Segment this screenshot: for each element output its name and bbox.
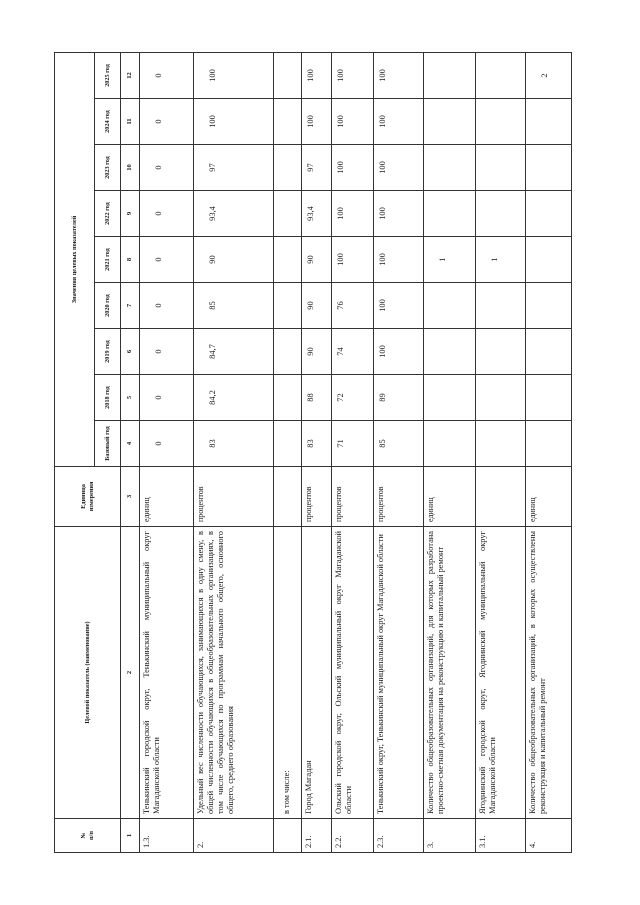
value-cell (424, 52, 476, 98)
value-cell: 100 (374, 52, 424, 98)
unit-cell: единиц (140, 467, 194, 527)
value-cell (526, 421, 572, 467)
unit-cell (476, 467, 526, 527)
unit-cell: процентов (194, 467, 274, 527)
table-row (194, 52, 274, 852)
indicator-name: Ягоднинский городской округ, Ягоднинский муниципальный округ Магаданской области (476, 527, 526, 819)
column-number: 3 (121, 467, 140, 527)
header-year: 2019 год (95, 329, 121, 375)
header-year: 2018 год (95, 375, 121, 421)
value-cell: 90 (302, 283, 332, 329)
value-cell: 0 (140, 283, 194, 329)
header-name: Целевой показатель (наименование) (55, 527, 121, 819)
header-year: 2025 год (95, 52, 121, 98)
value-cell: 97 (194, 145, 274, 191)
table-row (332, 52, 374, 852)
row-number: 1.3. (140, 819, 194, 853)
row-number: 3.1. (476, 819, 526, 853)
target-indicators-table (54, 52, 572, 853)
column-number: 9 (121, 191, 140, 237)
value-cell: 72 (332, 375, 374, 421)
unit-cell: единиц (526, 467, 572, 527)
value-cell (424, 375, 476, 421)
value-cell: 90 (302, 237, 332, 283)
column-number: 7 (121, 283, 140, 329)
value-cell (424, 191, 476, 237)
table-row (374, 52, 424, 852)
value-cell: 100 (374, 329, 424, 375)
unit-cell: процентов (332, 467, 374, 527)
header-year: 2024 год (95, 99, 121, 145)
value-cell: 2 (526, 52, 572, 98)
value-cell: 0 (140, 99, 194, 145)
row-number (274, 819, 302, 853)
column-number: 5 (121, 375, 140, 421)
value-cell (274, 375, 302, 421)
value-cell (476, 145, 526, 191)
table-row (476, 52, 526, 852)
value-cell: 0 (140, 237, 194, 283)
value-cell (526, 375, 572, 421)
value-cell (424, 283, 476, 329)
column-number: 6 (121, 329, 140, 375)
value-cell: 100 (302, 52, 332, 98)
value-cell: 100 (332, 237, 374, 283)
indicator-name: Город Магадан (302, 527, 332, 819)
indicator-name: Тенькинский округ, Тенькинский муниципальный округ Магаданской области (374, 527, 424, 819)
table-row (274, 52, 302, 852)
value-cell: 0 (140, 191, 194, 237)
value-cell: 90 (302, 329, 332, 375)
value-cell: 100 (194, 99, 274, 145)
value-cell: 97 (302, 145, 332, 191)
column-number: 4 (121, 421, 140, 467)
value-cell: 100 (302, 99, 332, 145)
unit-cell (274, 467, 302, 527)
value-cell: 0 (140, 145, 194, 191)
value-cell (526, 99, 572, 145)
value-cell (476, 283, 526, 329)
table-row (526, 52, 572, 852)
indicator-name: Количество общеобразовательных организаций, для которых разработана проектно-сметная документация на реконструкцию и капитальный ремонт (424, 527, 476, 819)
column-number: 10 (121, 145, 140, 191)
header-num: № п/п (55, 819, 121, 853)
table-row (140, 52, 194, 852)
header-year: 2023 год (95, 145, 121, 191)
row-number: 2.1. (302, 819, 332, 853)
value-cell: 100 (332, 145, 374, 191)
value-cell: 100 (374, 283, 424, 329)
value-cell (274, 52, 302, 98)
value-cell: 0 (140, 375, 194, 421)
value-cell (274, 191, 302, 237)
value-cell: 84,7 (194, 329, 274, 375)
header-values-group: Значения целевых показателей (55, 52, 95, 466)
row-number: 2. (194, 819, 274, 853)
value-cell: 100 (374, 237, 424, 283)
value-cell: 1 (424, 237, 476, 283)
value-cell (526, 145, 572, 191)
value-cell (424, 99, 476, 145)
value-cell (476, 191, 526, 237)
value-cell (274, 99, 302, 145)
header-year: 2021 год (95, 237, 121, 283)
value-cell: 93,4 (302, 191, 332, 237)
value-cell: 100 (332, 52, 374, 98)
value-cell (274, 145, 302, 191)
value-cell (424, 145, 476, 191)
indicator-name: Тенькинский городской округ, Тенькинский муниципальный округ Магаданской области (140, 527, 194, 819)
value-cell (476, 99, 526, 145)
value-cell: 100 (374, 99, 424, 145)
value-cell: 100 (374, 191, 424, 237)
value-cell: 0 (140, 329, 194, 375)
value-cell: 90 (194, 237, 274, 283)
value-cell (526, 191, 572, 237)
value-cell: 100 (332, 191, 374, 237)
column-number: 8 (121, 237, 140, 283)
header-year: 2022 год (95, 191, 121, 237)
value-cell: 85 (374, 421, 424, 467)
value-cell (526, 283, 572, 329)
row-number: 2.3. (374, 819, 424, 853)
column-number: 1 (121, 819, 140, 853)
value-cell: 100 (194, 52, 274, 98)
unit-cell: процентов (302, 467, 332, 527)
value-cell: 83 (302, 421, 332, 467)
value-cell (274, 237, 302, 283)
value-cell: 88 (302, 375, 332, 421)
indicator-name: Количество общеобразовательных организаций, в которых осуществлены реконструкция и капитальный ремонт (526, 527, 572, 819)
header-year: Базовый год (95, 421, 121, 467)
row-number: 2.2. (332, 819, 374, 853)
column-number: 2 (121, 527, 140, 819)
value-cell: 100 (374, 145, 424, 191)
table-row (424, 52, 476, 852)
value-cell: 0 (140, 52, 194, 98)
value-cell: 1 (476, 237, 526, 283)
value-cell (476, 375, 526, 421)
header-unit: Единица измерения (55, 467, 121, 527)
value-cell (476, 421, 526, 467)
value-cell (274, 329, 302, 375)
column-number: 12 (121, 52, 140, 98)
value-cell (526, 329, 572, 375)
value-cell: 0 (140, 421, 194, 467)
indicator-name: Удельный вес численности обучающихся, занимающихся в одну смену, в общей численности обучающихся в общеобразовательных организациях, в том числе обучающихся по программам начального общего, основного общего, среднего образования (194, 527, 274, 819)
indicator-name: в том числе: (274, 527, 302, 819)
row-number: 3. (424, 819, 476, 853)
unit-cell: процентов (374, 467, 424, 527)
header-year: 2020 год (95, 283, 121, 329)
value-cell (476, 52, 526, 98)
value-cell: 89 (374, 375, 424, 421)
row-number: 4. (526, 819, 572, 853)
value-cell: 100 (332, 99, 374, 145)
value-cell (274, 421, 302, 467)
value-cell (476, 329, 526, 375)
table-row (302, 52, 332, 852)
indicator-name: Ольский городской округ, Ольский муниципальный округ Магаданской области (332, 527, 374, 819)
unit-cell: единиц (424, 467, 476, 527)
value-cell (274, 283, 302, 329)
value-cell: 74 (332, 329, 374, 375)
column-number-row (121, 52, 140, 852)
value-cell: 93,4 (194, 191, 274, 237)
value-cell: 84,2 (194, 375, 274, 421)
value-cell: 85 (194, 283, 274, 329)
value-cell: 71 (332, 421, 374, 467)
value-cell: 76 (332, 283, 374, 329)
column-number: 11 (121, 99, 140, 145)
value-cell: 83 (194, 421, 274, 467)
value-cell (424, 329, 476, 375)
value-cell (526, 237, 572, 283)
value-cell (424, 421, 476, 467)
